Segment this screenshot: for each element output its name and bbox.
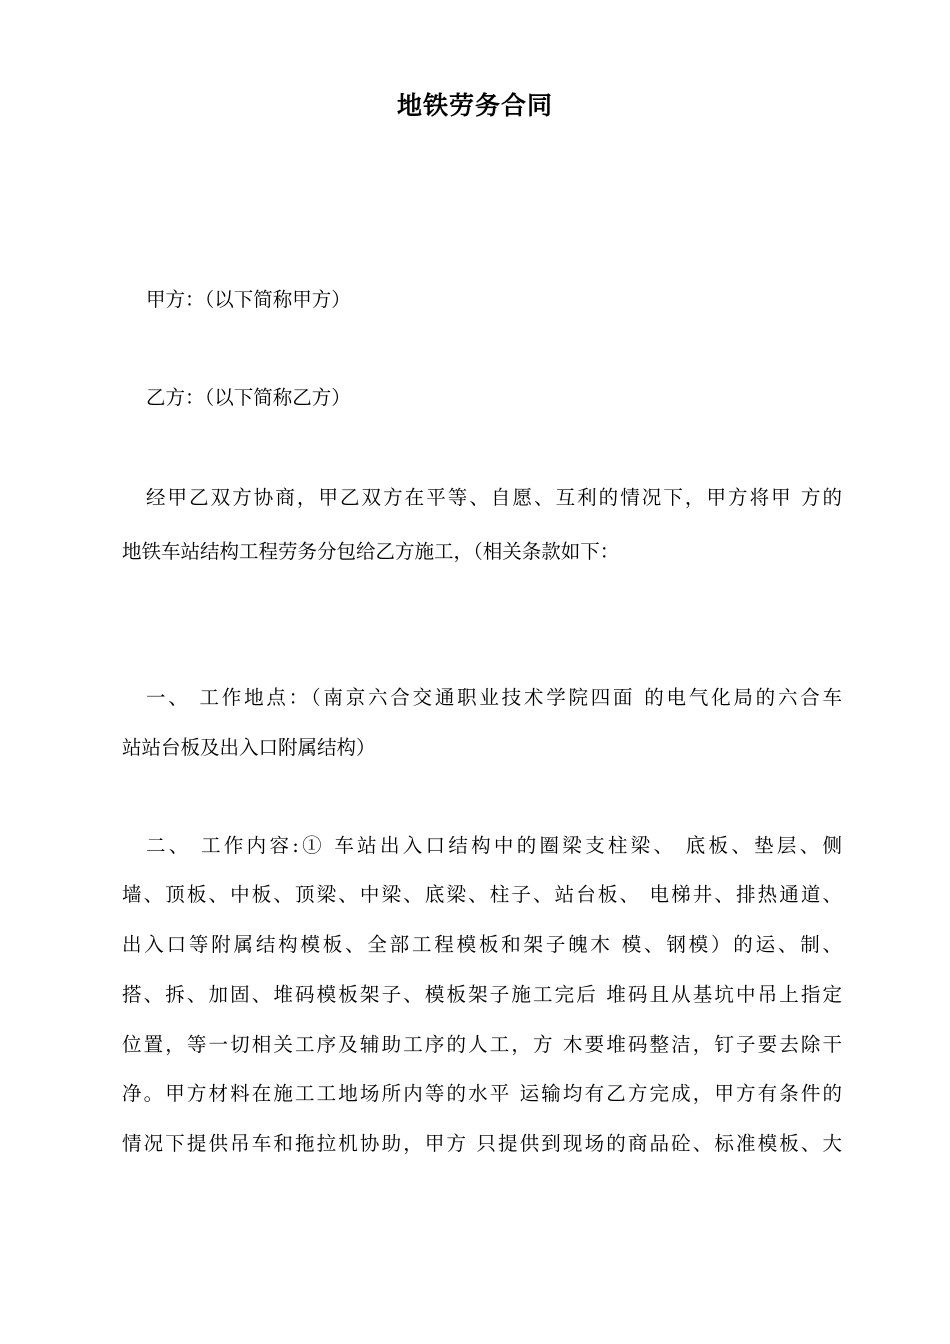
intro-line-2: 地铁车站结构工程劳务分包给乙方施工，（相关条款如下： [122,540,620,563]
intro-line-1: 经甲乙双方协商，甲乙双方在平等、自愿、互利的情况下，甲方将甲 方的 [146,486,842,509]
section2-line-4: 搭、拆、加固、堆码模板架子、模板架子施工完后 堆码且从基坑中吊上指定 [122,983,842,1006]
section2-line-2: 墙、顶板、中板、顶梁、中梁、底梁、柱子、站台板、 电梯井、排热通道、 [122,883,842,906]
section2-line-7: 情况下提供吊车和拖拉机协助，甲方 只提供到现场的商品砼、标准模板、大 [122,1132,842,1155]
section2-line-6: 净。甲方材料在施工工地场所内等的水平 运输均有乙方完成，甲方有条件的 [122,1082,842,1105]
section2-line-5: 位置，等一切相关工序及辅助工序的人工，方 木要堆码整洁，钉子要去除干 [122,1033,842,1056]
section1-line-2: 站站台板及出入口附属结构） [122,736,376,759]
document-title: 地铁劳务合同 [396,91,553,120]
party-b-line: 乙方：（以下简称乙方） [146,386,351,409]
section2-line-1: 二、 工作内容:① 车站出入口结构中的圈梁支柱梁、 底板、垫层、侧 [146,834,842,857]
section1-line-1: 一、 工作地点：（南京六合交通职业技术学院四面 的电气化局的六合车 [146,686,842,709]
party-a-line: 甲方：（以下简称甲方） [146,288,351,311]
section2-line-3: 出入口等附属结构模板、全部工程模板和架子魄木 模、钢模）的运、制、 [122,933,842,956]
